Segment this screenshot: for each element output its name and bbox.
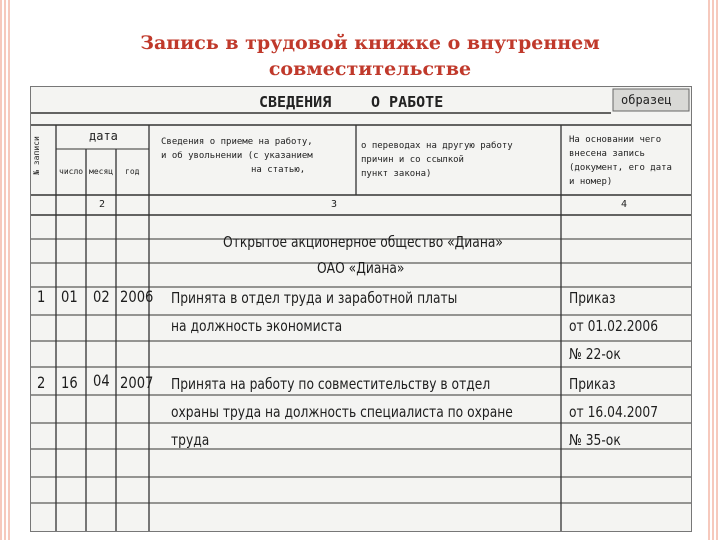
company-short-name: ОАО «Диана» <box>317 259 405 277</box>
col-num-2: 2 <box>99 199 106 210</box>
sample-tag: образец <box>621 93 672 107</box>
slide-frame-right <box>708 0 720 540</box>
entry-1-number: 1 <box>37 287 46 306</box>
date-sub-year: год <box>125 167 140 176</box>
slide-title-line-2: совместительстве <box>268 58 472 80</box>
col4-header-line-3: (документ, его дата <box>569 163 672 173</box>
work-book-form <box>30 86 692 532</box>
form-heading-left: СВЕДЕНИЯ <box>259 93 332 111</box>
slide-title <box>80 30 660 82</box>
slide-title-line-1: Запись в трудовой книжке о внутреннем <box>140 32 600 54</box>
col4-header-line-4: и номер) <box>569 177 613 187</box>
col4-header-line-1: На основании чего <box>569 135 662 145</box>
col3-header <box>161 135 313 177</box>
entry-2-text-line-2: охраны труда на должность специалиста по охране <box>171 403 513 421</box>
col-num-4: 4 <box>621 199 628 210</box>
entry-1-basis-line-3: № 22-ок <box>569 345 621 363</box>
entry-1-text-line-1: Принята в отдел труда и заработной платы <box>171 289 458 307</box>
col4-header <box>569 133 672 189</box>
date-sub-day: число <box>59 167 84 176</box>
entry-2-basis-line-2: от 16.04.2007 <box>569 403 659 421</box>
entry-2-basis-line-3: № 35-ок <box>569 431 621 449</box>
entry-1-basis-line-1: Приказ <box>569 289 616 307</box>
date-sub-month: месяц <box>89 167 114 176</box>
entry-2-day: 16 <box>61 373 78 392</box>
entry-2-number: 2 <box>37 373 46 392</box>
col3b-header <box>361 139 513 181</box>
col3b-header-line-1: о переводах на другую работу <box>361 141 513 151</box>
col-num-3: 3 <box>331 199 338 210</box>
col-num-label: № записи <box>31 136 41 175</box>
entry-2-text-line-3: труда <box>171 431 210 449</box>
col4-header-line-2: внесена запись <box>569 149 645 159</box>
entry-2-text-line-1: Принята на работу по совместительству в отдел <box>171 375 491 393</box>
company-full-name: Открытое акционерное общество «Диана» <box>223 233 503 251</box>
entry-1-month: 02 <box>93 287 110 306</box>
date-label: дата <box>89 129 118 143</box>
entry-1-day: 01 <box>61 287 78 306</box>
slide-frame-left <box>0 0 12 540</box>
form-heading-right: О РАБОТЕ <box>371 93 444 111</box>
col3b-header-line-2: причин и со ссылкой <box>361 155 464 165</box>
col3-header-line-1: Сведения о приеме на работу, <box>161 137 313 147</box>
entry-1-year: 2006 <box>120 287 154 306</box>
entry-2-basis-line-1: Приказ <box>569 375 616 393</box>
col3-header-line-2: и об увольнении (с указанием <box>161 151 313 161</box>
col3-header-line-3: на статью, <box>251 165 306 175</box>
entry-1-basis-line-2: от 01.02.2006 <box>569 317 659 335</box>
entry-2-year: 2007 <box>120 373 154 392</box>
entry-1-text-line-2: на должность экономиста <box>171 317 343 335</box>
entry-2-month: 04 <box>93 371 110 390</box>
col3b-header-line-3: пункт закона) <box>361 169 432 179</box>
